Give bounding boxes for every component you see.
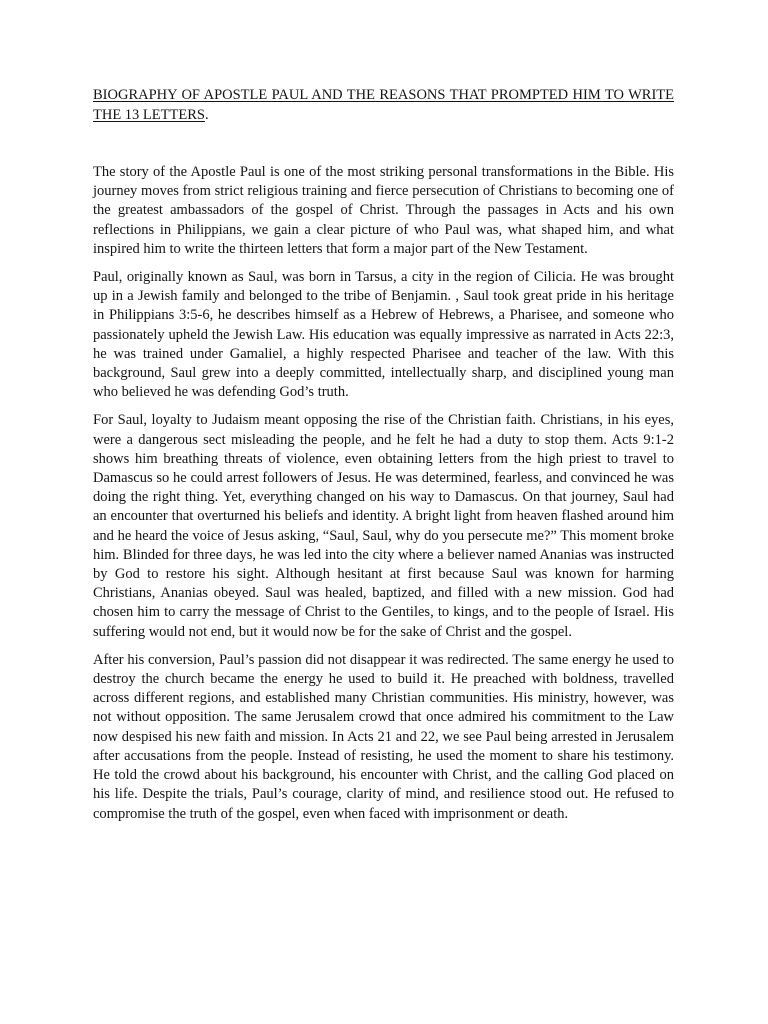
document-body — [93, 86, 674, 824]
document-title-text: BIOGRAPHY OF APOSTLE PAUL AND THE REASONS THAT PROMPTED HIM TO WRITE THE 13 LETTERS — [93, 87, 674, 123]
paragraph-ministry: After his conversion, Paul’s passion did not disappear it was redirected. The same energy he used to destroy the church became the energy he used to build it. He preached with boldness, travelled across different regions, and established many Christian communities. His ministry, however, was not without opposition. The same Jerusalem crowd that once admired his commitment to the Law now despised his new faith and mission. In Acts 21 and 22, we see Paul being arrested in Jerusalem after accusations from the people. Instead of resisting, he used the moment to share his testimony. He told the crowd about his background, his encounter with Christ, and the calling God placed on his life. Despite the trials, Paul’s courage, clarity of mind, and resilience stood out. He refused to compromise the truth of the gospel, even when faced with imprisonment or death. — [93, 651, 674, 822]
paragraph-early-life: Paul, originally known as Saul, was born in Tarsus, a city in the region of Cilicia. He was brought up in a Jewish family and belonged to the tribe of Benjamin. , Saul took great pride in his heritage in Philippians 3:5-6, he describes himself as a Hebrew of Hebrews, a Pharisee, and someone who passionately upheld the Jewish Law. His education was equally impressive as narrated in Acts 22:3, he was trained under Gamaliel, a highly respected Pharisee and teacher of the law. With this background, Saul grew into a deeply committed, intellectually sharp, and disciplined young man who believed he was defending God’s truth. — [93, 269, 674, 401]
document-title-period: . — [204, 106, 209, 123]
paragraph-conversion: For Saul, loyalty to Judaism meant opposing the rise of the Christian faith. Christians, in his eyes, were a dangerous sect misleading the people, and he felt he had a duty to stop them. Acts 9:1-2 shows him breathing threats of violence, even obtaining letters from the high priest to travel to Damascus so he could arrest followers of Jesus. He was determined, fearless, and convinced he was doing the right thing. Yet, everything changed on his way to Damascus. On that journey, Saul had an encounter that overturned his beliefs and identity. A bright light from heaven flashed around him and he heard the voice of Jesus asking, “Saul, Saul, why do you persecute me?” This moment broke him. Blinded for three days, he was led into the city where a believer named Ananias was instructed by God to restore his sight. Although hesitant at first because Saul was known for harming Christians, Ananias obeyed. Saul was healed, baptized, and filled with a new mission. God had chosen him to carry the message of Christ to the Gentiles, to kings, and to the people of Israel. His suffering would not end, but it would now be for the sake of Christ and the gospel. — [93, 412, 674, 640]
paragraph-introduction: The story of the Apostle Paul is one of the most striking personal transformations in the Bible. His journey moves from strict religious training and fierce persecution of Christians to becoming one of the greatest ambassadors of the gospel of Christ. Through the passages in Acts and his own reflections in Philippians, we gain a clear picture of who Paul was, what shaped him, and what inspired him to write the thirteen letters that form a major part of the New Testament. — [93, 164, 674, 257]
document-title — [93, 86, 674, 125]
